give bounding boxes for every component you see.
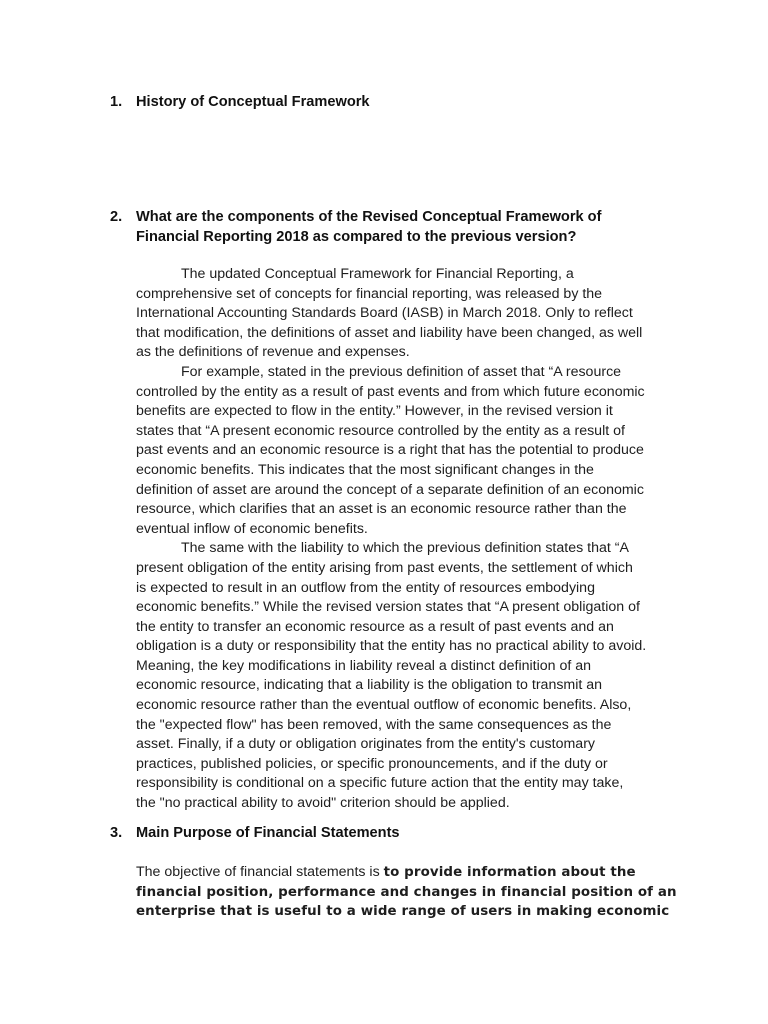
body-line: present obligation of the entity arising from past events, the settlement of which bbox=[136, 559, 633, 576]
body-line: asset. Finally, if a duty or obligation originates from the entity's customary bbox=[136, 736, 596, 753]
body-line: the entity to transfer an economic resource as a result of past events and an bbox=[136, 618, 614, 635]
section-2-title bbox=[136, 208, 656, 247]
body-line: comprehensive set of concepts for financial reporting, was released by the bbox=[136, 285, 603, 302]
body-line: definition of asset are around the concept of a separate definition of an economic bbox=[136, 481, 644, 498]
body-line: economic resource, indicating that a liability is the obligation to transmit an bbox=[136, 677, 603, 694]
objective-bold-text: enterprise that is useful to a wide range of users in making economic bbox=[136, 904, 670, 920]
section-2-body bbox=[136, 265, 680, 814]
body-line: that modification, the definitions of asset and liability have been changed, as well bbox=[136, 324, 643, 341]
body-line: practices, published policies, or specific pronouncements, and if the duty or bbox=[136, 755, 608, 772]
section-3-heading bbox=[110, 824, 656, 844]
body-line: as the definitions of revenue and expenses. bbox=[136, 344, 410, 361]
body-line: economic benefits. This indicates that the most significant changes in the bbox=[136, 461, 594, 478]
body-line bbox=[136, 902, 680, 922]
objective-bold-text: to provide information about the bbox=[383, 865, 636, 880]
section-1-heading bbox=[110, 93, 656, 113]
section-3-body bbox=[136, 863, 680, 922]
body-line: states that “A present economic resource controlled by the entity as a result of bbox=[136, 422, 625, 439]
body-line: economic benefits.” While the revised version states that “A present obligation of bbox=[136, 599, 640, 616]
body-line: The updated Conceptual Framework for Financial Reporting, a bbox=[181, 266, 574, 282]
body-line: Meaning, the key modifications in liability reveal a distinct definition of an bbox=[136, 657, 592, 674]
body-line: International Accounting Standards Board (IASB) in March 2018. Only to reflect bbox=[136, 305, 633, 322]
section-1-title: History of Conceptual Framework bbox=[136, 94, 370, 110]
body-line: resource, which clarifies that an asset is an economic resource rather than the bbox=[136, 501, 627, 518]
body-line: For example, stated in the previous definition of asset that “A resource bbox=[181, 363, 622, 380]
body-line: The same with the liability to which the previous definition states that “A bbox=[181, 540, 629, 557]
body-line: obligation is a duty or responsibility that the entity has no practical ability to avoid. bbox=[136, 638, 647, 655]
body-line: the "no practical ability to avoid" criterion should be applied. bbox=[136, 795, 510, 812]
section-2-title-line: Financial Reporting 2018 as compared to the previous version? bbox=[136, 228, 577, 245]
objective-bold-text: financial position, performance and changes in financial position of an bbox=[136, 884, 677, 900]
body-line: is expected to result in an outflow from the entity of resources embodying bbox=[136, 579, 595, 596]
section-2-number: 2. bbox=[110, 209, 123, 225]
body-line: past events and an economic resource is a right that has the potential to produce bbox=[136, 442, 644, 459]
body-line: the "expected flow" has been removed, with the same consequences as the bbox=[136, 716, 612, 733]
body-line: eventual inflow of economic benefits. bbox=[136, 520, 368, 537]
body-line: benefits are expected to flow in the entity.” However, in the revised version it bbox=[136, 403, 613, 420]
body-line: economic resource rather than the eventual outflow of economic benefits. Also, bbox=[136, 697, 632, 714]
body-line bbox=[136, 883, 680, 903]
section-1-number: 1. bbox=[110, 94, 123, 110]
section-2-title-line: What are the components of the Revised Conceptual Framework of bbox=[136, 209, 602, 225]
body-line bbox=[136, 863, 680, 883]
section-3-number: 3. bbox=[110, 825, 123, 841]
section-2-heading bbox=[110, 208, 656, 247]
body-line: controlled by the entity as a result of past events and from which future economic bbox=[136, 383, 645, 400]
body-line: responsibility is conditional on a specific future action that the entity may take, bbox=[136, 775, 624, 792]
objective-intro: The objective of financial statements is bbox=[136, 864, 384, 880]
section-3-title: Main Purpose of Financial Statements bbox=[136, 825, 400, 841]
